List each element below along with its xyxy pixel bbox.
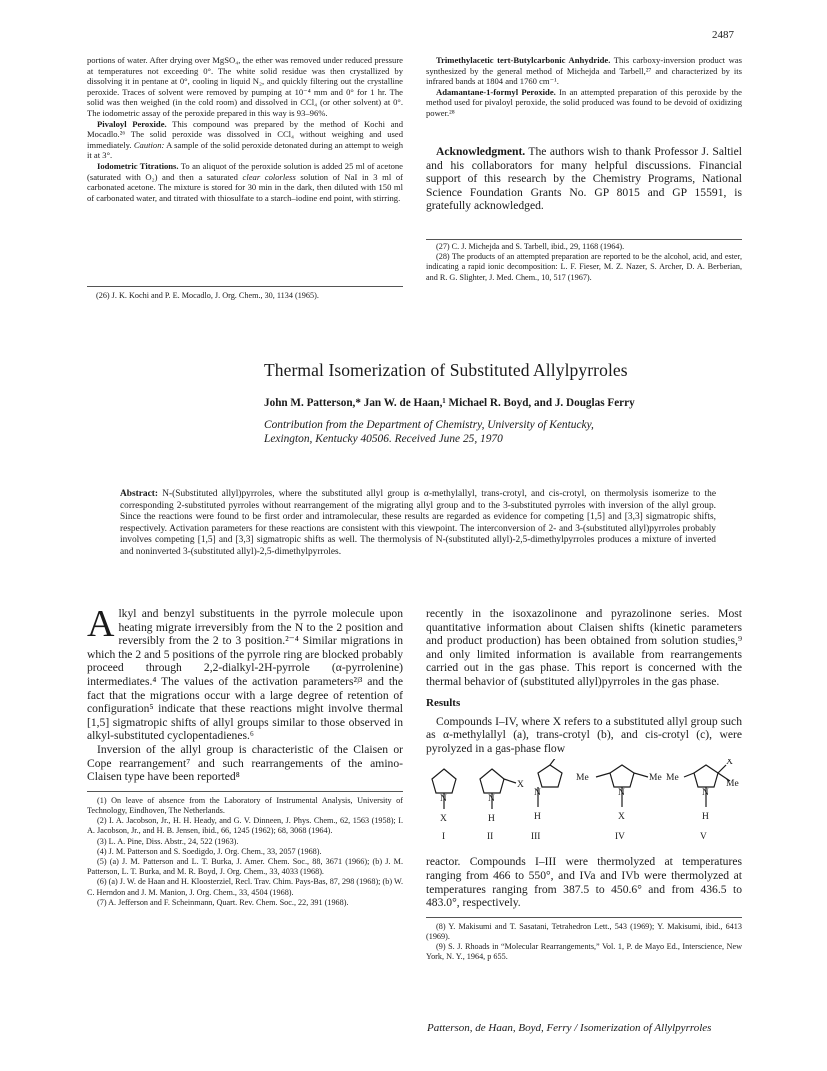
paragraph	[87, 603, 403, 743]
compound-label: III	[531, 832, 541, 843]
footnotes-right	[426, 922, 742, 963]
paragraph	[426, 87, 742, 119]
paragraph-text: solution of NaI in 3 ml of carbonated acetone. The mixture is stored for 30 min in the dark, then diluted with 150 ml of carbonated water, and titrated with thiosulfate to a starch–iodine end point, with stirring.	[87, 171, 403, 203]
structure-row	[426, 759, 742, 863]
atom-label: X	[440, 814, 447, 825]
acknowledgment-heading: Acknowledgment.	[436, 145, 526, 158]
abstract-text: N-(Substituted allyl)pyrroles, where the substituted allyl group is α-methylallyl, trans-crotyl, and cis-crotyl, on thermolysis isomerize to the corresponding 2-substituted pyrroles without rearrangement of the migrating allyl group and to the 3-substituted pyrroles with inversion of the allyl group. Since the reactions were found to be first order and intramolecular, these results are regarded as evidence for competing [1,5] and [3,3] sigmatropic shifts, respectively. Activation parameters for these reactions are consistent with this viewpoint. The interconversion of 2- and 3-(substituted allyl)pyrroles probably involves competing [1,5] and [3,3] sigmatropic shifts as well. The thermolysis of N-(substituted allyl)-2,5-dimethylpyrroles produces a mixture of inverted and noninverted 3-(substituted allyl)-2,5-dimethylpyrroles.	[120, 489, 716, 557]
paragraph	[87, 119, 403, 161]
article-title: Thermal Isomerization of Substituted Allylpyrroles	[264, 360, 628, 380]
paragraph-text: This carboxy-inversion product was synthesized by the general method of Michejda and Tarbell,²⁷ and characterized by its infrared bands at 1804 and 1760 cm⁻¹.	[426, 55, 742, 87]
footnote: (5) (a) J. M. Patterson and L. T. Burka, J. Amer. Chem. Soc., 88, 3671 (1966); (b) J. M. Patterson, L. T. Burka, and M. R. Boyd, J. Org. Chem., 33, 4033 (1968).	[87, 856, 403, 877]
running-footer: Patterson, de Haan, Boyd, Ferry / Isomerization of Allylpyrroles	[427, 1022, 712, 1034]
footnote: (2) I. A. Jacobson, Jr., H. H. Heady, and G. V. Dinneen, J. Phys. Chem., 62, 1563 (1958); I. A. Jacobson, Jr., and H. B. Jensen, ibid., 66, 1245 (1962); 68, 3068 (1964).	[87, 816, 403, 836]
structure-II	[480, 769, 516, 809]
atom-label: N	[618, 788, 625, 799]
atom-label: H	[702, 812, 709, 823]
paragraph-text: This compound was prepared by the method of Kochi and Mocadlo.²⁶ The solid peroxide was dissolved in CCl₄ without weighing and used immediately.	[87, 118, 403, 150]
italic-text: clear colorless	[242, 171, 296, 182]
atom-label: N	[488, 794, 495, 805]
structure-IV	[596, 765, 648, 807]
top-right-column	[426, 55, 742, 119]
paragraph: reactor. Compounds I–III were thermolyzed at temperatures ranging from 466 to 550°, and IVa and IVb were thermolyzed at temperatures ranging from 387.5 to 450.6° and from 436.5 to 483.0°, respectively.	[426, 855, 742, 910]
paragraph-text: A sample of the solid peroxide detonated during an attempt to weigh it at 3°.	[87, 139, 403, 161]
run-in-heading: Pivaloyl Peroxide.	[97, 118, 167, 129]
atom-label: N	[534, 788, 541, 799]
footnote-27: (27) C. J. Michejda and S. Tarbell, ibid., 29, 1168 (1964).	[436, 242, 625, 251]
acknowledgment-text: The authors wish to thank Professor J. Saltiel and his collaborators for many helpful discussions. Financial support of this research by the Chemistry Programs, National Science Foundation Grants No. GP 8015 and GP 15591, is gratefully acknowledged.	[426, 145, 742, 213]
paragraph	[87, 161, 403, 203]
paragraph: recently in the isoxazolinone and pyrazolinone series. Most quantitative information about Claisen shifts (kinetic parameters and product production) has been obtained from solution studies,⁹ and only limited information is available from rearrangements carried out in the gas phase. This report is concerned with the thermal behavior of (substituted allyl)pyrroles in the gas phase.	[426, 607, 742, 688]
compound-label: IV	[615, 832, 625, 843]
atom-label: Me	[649, 773, 662, 784]
acknowledgment	[426, 145, 742, 213]
footnote-rule	[87, 286, 403, 287]
footnote: (3) L. A. Pine, Diss. Abstr., 24, 522 (1963).	[97, 836, 239, 846]
paragraph: portions of water. After drying over MgSO₄, the ether was removed under reduced pressure at temperatures not exceeding 0°. The white solid residue was then crystallized by dissolving it in pentane at 0°, cooling in liquid N₂, and quickly filtering out the crystalline peroxide. Traces of solvent were removed by pumping at 10⁻⁴ mm and 0° for 1 hr. The solid was then weighed (in the cold room) and dissolved in CCl₄ (or other solvent) at 0°. The iodometric assay of the peroxide prepared in this way is 93–96%.	[87, 55, 403, 118]
footnote-rule	[426, 917, 742, 918]
atom-label: X	[726, 759, 733, 768]
atom-label: Me	[726, 779, 739, 790]
run-in-heading: Adamantane-1-formyl Peroxide.	[436, 86, 556, 97]
page-number: 2487	[712, 29, 734, 41]
drop-cap: A	[87, 603, 115, 645]
paragraph: Inversion of the allyl group is characteristic of the Claisen or Cope rearrangement⁷ and such rearrangements of the amino-Claisen type have been reported⁸	[87, 742, 403, 784]
abstract	[120, 489, 716, 559]
footnote-28: (28) The products of an attempted preparation are reported to be the alcohol, acid, and ester, indicating a rapid ionic decomposition: L. F. Fieser, M. Z. Nazer, S. Archer, D. A. Berberian, and R. G. Slighter, J. Med. Chem., 10, 517 (1967).	[426, 252, 742, 282]
atom-label: N	[702, 788, 709, 799]
affiliation-line: Contribution from the Department of Chemistry, University of Kentucky,	[264, 419, 594, 431]
footnote-rule	[426, 239, 742, 240]
caution-text: Caution:	[133, 139, 165, 150]
footnote: (1) On leave of absence from the Laboratory of Instrumental Analysis, University of Technology, Eindhoven, The Netherlands.	[87, 795, 403, 815]
paragraph-text: lkyl and benzyl substituents in the pyrrole molecule upon heating migrate irreversibly from the N to the 2 position and reversibly from the 2 to 3 position.²⁻⁴ Similar migrations in which the 2 and 5 positions of the pyrrole ring are blocked probably proceed through 2,2-dialkyl-2H-pyrrole (α-pyrrolenine) intermediates.⁴ The values of the activation parameters²ʲ³ and the fact that the migrations occur with a large degree of retention of configuration⁵ indicate that these reactions might involve thermal [1,5] sigmatropic shifts of allyl groups similar to those observed in alkyl-substituted cyclopentadienes.⁶	[87, 607, 403, 743]
compound-label: I	[442, 832, 446, 843]
atom-label: Me	[576, 773, 589, 784]
article-authors: John M. Patterson,* Jan W. de Haan,¹ Michael R. Boyd, and J. Douglas Ferry	[264, 397, 635, 409]
structure-V	[684, 765, 730, 807]
atom-label: H	[534, 812, 541, 823]
affiliation-line: Lexington, Kentucky 40506. Received June 25, 1970	[264, 433, 503, 445]
structure-III	[538, 759, 562, 807]
footnote: (7) A. Jefferson and F. Scheinmann, Quart. Rev. Chem. Soc., 22, 391 (1968).	[97, 897, 349, 907]
compound-label: V	[700, 832, 707, 843]
atom-label: X	[517, 780, 524, 791]
footnotes-27-28	[426, 242, 742, 283]
atom-label: Me	[666, 773, 679, 784]
compound-label: II	[487, 832, 494, 843]
body-left-column	[87, 603, 403, 908]
paragraph-text: In an attempted preparation of this peroxide by the method used for pivaloyl peroxide, the solid produced was found to be devoid of oxidizing power.²⁸	[426, 86, 742, 118]
run-in-heading: Iodometric Titrations.	[97, 160, 179, 171]
footnote: (9) S. J. Rhoads in “Molecular Rearrangements,” Vol. 1, P. de Mayo Ed., Interscience, New York, N. Y., 1964, p 655.	[426, 942, 742, 962]
footnote: (6) (a) J. W. de Haan and H. Kloosterziel, Recl. Trav. Chim. Pays-Bas, 87, 298 (1968); (b) W. C. Herndon and J. M. Manion, J. Org. Chem., 33, 4504 (1968).	[87, 877, 403, 897]
abstract-heading: Abstract:	[120, 489, 159, 499]
footnote-rule	[87, 791, 403, 792]
paragraph: Compounds I–IV, where X refers to a substituted allyl group such as α-methylallyl (a), trans-crotyl (b), and cis-crotyl (c), were pyrolyzed in a gas-phase flow	[426, 714, 742, 755]
atom-label: X	[618, 812, 625, 823]
section-heading: Results	[426, 696, 461, 709]
atom-label: H	[488, 814, 495, 825]
pyrrole-structures	[426, 759, 742, 863]
footnote: (8) Y. Makisumi and T. Sasatani, Tetrahedron Lett., 543 (1969); Y. Makisumi, ibid., 6413 (1969).	[426, 921, 742, 941]
paragraph-text: To an aliquot of the peroxide solution is added 25 ml of acetone (saturated with O₂) and then a saturated	[87, 160, 403, 182]
paragraph	[426, 55, 742, 87]
run-in-heading: Trimethylacetic tert-Butylcarbonic Anhydride.	[436, 55, 611, 65]
footnote-26: (26) J. K. Kochi and P. E. Mocadlo, J. Org. Chem., 30, 1134 (1965).	[96, 291, 319, 300]
footnote: (4) J. M. Patterson and S. Soedigdo, J. Org. Chem., 33, 2057 (1968).	[97, 846, 322, 856]
body-right-column	[426, 607, 742, 963]
affiliation	[264, 418, 734, 446]
footnotes-left	[87, 796, 403, 908]
atom-label: N	[440, 794, 447, 805]
top-left-column	[87, 55, 403, 203]
